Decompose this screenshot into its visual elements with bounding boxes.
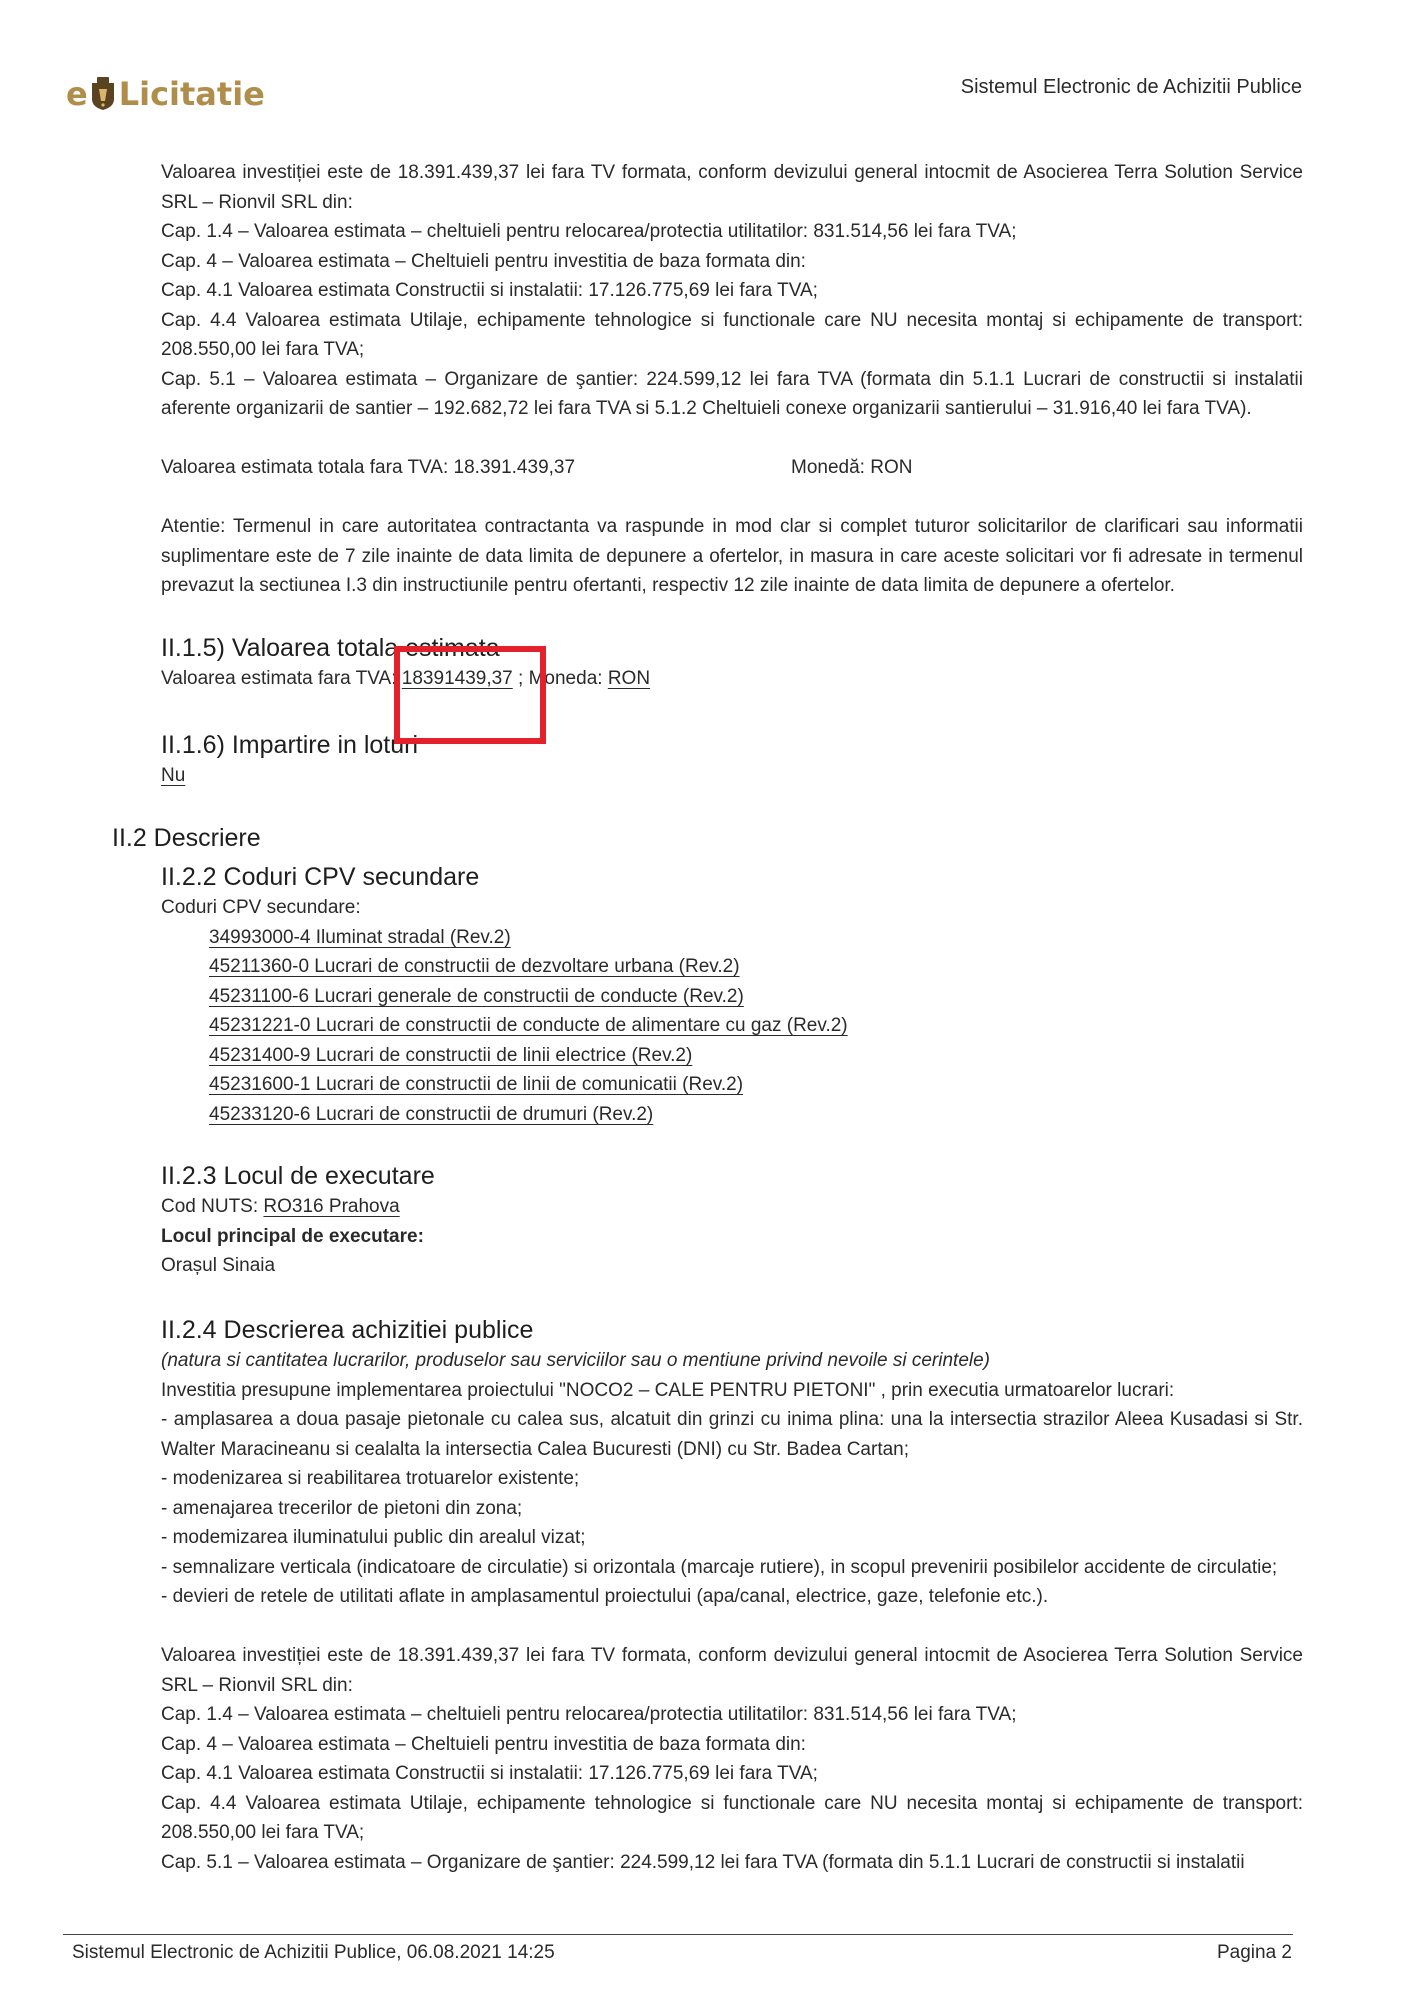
cpv-code-link[interactable]: 45231600-1 Lucrari de constructii de linii de comunicatii (Rev.2) [209,1074,744,1095]
cpv-code-link[interactable]: 45211360-0 Lucrari de constructii de dezvoltare urbana (Rev.2) [209,956,740,977]
section-ii-2-2-title: II.2.2 Coduri CPV secundare [161,863,480,891]
cpv-label: Coduri CPV secundare: [161,897,361,918]
nuts-label: Cod NUTS: [161,1196,259,1217]
logo-word: Licitatie [118,75,265,113]
section-ii-2-3 [161,1160,1303,1281]
lots-value[interactable]: Nu [161,765,186,786]
cap-4-4-2: Cap. 4.4 Valoarea estimata Utilaje, echipamente tehnologice si functionale care NU necesita montaj si echipamente de transport: 208.550,00 lei fara TVA; [161,1792,1303,1843]
elicitatie-logo[interactable] [66,72,265,116]
top-text-block [161,158,1303,601]
section-ii-2-4-subtitle: (natura si cantitatea lucrarilor, produselor sau serviciilor sau o mentiune privind nevoile si cerintele) [161,1350,991,1371]
logo-prefix: e [66,75,88,113]
section-ii-2-4 [161,1314,1303,1877]
cpv-code-link[interactable]: 34993000-4 Iluminat stradal (Rev.2) [209,926,511,948]
footer-page-number: Pagina 2 [1216,1942,1292,1963]
main-location-label: Locul principal de executare: [161,1225,424,1247]
nuts-row [161,1192,1303,1222]
section-ii-1-5-title: II.1.5) Valoarea totala estimata [161,634,500,662]
cap-4-1-2: Cap. 4.1 Valoarea estimata Constructii si instalatii: 17.126.775,69 lei fara TVA; [161,1763,818,1784]
separator: ; [518,668,524,689]
description-item: - modemizarea iluminatului public din arealul vizat; [161,1527,586,1548]
cap-5-1-2: Cap. 5.1 – Valoarea estimata – Organizare de şantier: 224.599,12 lei fara TVA (formata din 5.1.1 Lucrari de constructii si instalatii [161,1851,1245,1873]
estimated-value-label: Valoarea estimata fara TVA: [161,668,397,689]
section-ii-2-3-title: II.2.3 Locul de executare [161,1162,435,1190]
description-item: - amenajarea trecerilor de pietoni din zona; [161,1497,523,1519]
investment-paragraph-2: Valoarea investiției este de 18.391.439,37 lei fara TV formata, conform devizului general intocmit de Asocierea Terra Solution Service SRL – Rionvil SRL din: [161,1645,1303,1696]
cpv-code-link[interactable]: 45233120-6 Lucrari de constructii de drumuri (Rev.2) [209,1103,654,1125]
investment-paragraph: Valoarea investiției este de 18.391.439,37 lei fara TV formata, conform devizului general intocmit de Asocierea Terra Solution Service SRL – Rionvil SRL din: [161,162,1303,213]
description-item: - devieri de retele de utilitati aflate in amplasamentul proiectului (apa/canal, electrice, gaze, telefonie etc.). [161,1586,1049,1607]
nuts-value[interactable]: RO316 Prahova [263,1196,400,1217]
currency-label: Moneda: [528,668,603,689]
cap-5-1: Cap. 5.1 – Valoarea estimata – Organizare de şantier: 224.599,12 lei fara TVA (formata din 5.1.1 Lucrari de constructii si instalatii aferente organizarii de santier – 192.682,72 lei fara TVA si 5.1.2 Cheltuieli conexe organizarii santierului – 31.916,40 lei fara TVA). [161,368,1303,419]
logo-mark-icon [90,77,116,111]
description-item: - semnalizare verticala (indicatoare de circulatie) si orizontala (marcaje rutiere), in scopul prevenirii posibilelor accidente de circulatie; [161,1556,1278,1578]
cap-4-1: Cap. 4.1 Valoarea estimata Constructii si instalatii: 17.126.775,69 lei fara TVA; [161,280,818,301]
cap-1-4-2: Cap. 1.4 – Valoarea estimata – cheltuieli pentru relocarea/protectia utilitatilor: 831.514,56 lei fara TVA; [161,1704,1017,1725]
attention-paragraph: Atentie: Termenul in care autoritatea contractanta va raspunde in mod clar si complet tuturor solicitarilor de clarificari sau informatii suplimentare este de 7 zile inainte de data limita de depunere a ofertelor, in masura in care aceste solicitari vor fi adresate in termenul prevazut la sectiunea I.3 din instructiunile pentru ofertanti, respectiv 12 zile inainte de data limita de depunere a ofertelor. [161,516,1303,596]
cpv-code-link[interactable]: 45231400-9 Lucrari de constructii de linii electrice (Rev.2) [209,1044,693,1066]
footer-divider [63,1934,1293,1935]
section-ii-1-6 [161,729,418,791]
cpv-list [161,923,1303,1130]
currency-text: Monedă: RON [791,457,913,478]
page-header [0,0,1414,140]
section-ii-1-6-title: II.1.6) Impartire in loturi [161,731,419,759]
cap-4: Cap. 4 – Valoarea estimata – Cheltuieli pentru investitia de baza formata din: [161,250,806,272]
description-item: - modenizarea si reabilitarea trotuarelor existente; [161,1468,580,1489]
cap-1-4: Cap. 1.4 – Valoarea estimata – cheltuieli pentru relocarea/protectia utilitatilor: 831.514,56 lei fara TVA; [161,221,1017,242]
red-highlight-box [394,646,546,744]
section-ii-2-4-title: II.2.4 Descrierea achizitiei publice [161,1316,534,1344]
currency-value[interactable]: RON [607,668,651,689]
description-intro: Investitia presupune implementarea proiectului "NOCO2 – CALE PENTRU PIETONI" , prin executia urmatoarelor lucrari: [161,1379,1175,1401]
site-title: Sistemul Electronic de Achizitii Publice [960,76,1302,98]
total-value-text: Valoarea estimata totala fara TVA: 18.391.439,37 [161,457,576,478]
description-item: - amplasarea a doua pasaje pietonale cu calea sus, alcatuit din grinzi cu inima plina: una la intersectia strazilor Aleea Kusadasi si Str. Walter Maracineanu si cealalta la intersectia Calea Bucuresti (DNI) cu Str. Badea Cartan; [161,1409,1303,1460]
cap-4-4: Cap. 4.4 Valoarea estimata Utilaje, echipamente tehnologice si functionale care NU necesita montaj si echipamente de transport: 208.550,00 lei fara TVA; [161,309,1303,360]
footer-system-date: Sistemul Electronic de Achizitii Publice, 06.08.2021 14:25 [72,1942,555,1963]
total-value-row [161,453,1303,483]
cpv-code-link[interactable]: 45231100-6 Lucrari generale de constructii de conducte (Rev.2) [209,985,744,1007]
section-ii-2-title: II.2 Descriere [112,824,261,852]
section-ii-2-2 [161,861,1303,1129]
estimated-value[interactable]: 18391439,37 [401,668,513,689]
cap-4-2: Cap. 4 – Valoarea estimata – Cheltuieli pentru investitia de baza formata din: [161,1733,806,1755]
main-location-value: Orașul Sinaia [161,1255,276,1276]
cpv-code-link[interactable]: 45231221-0 Lucrari de constructii de conducte de alimentare cu gaz (Rev.2) [209,1015,848,1036]
